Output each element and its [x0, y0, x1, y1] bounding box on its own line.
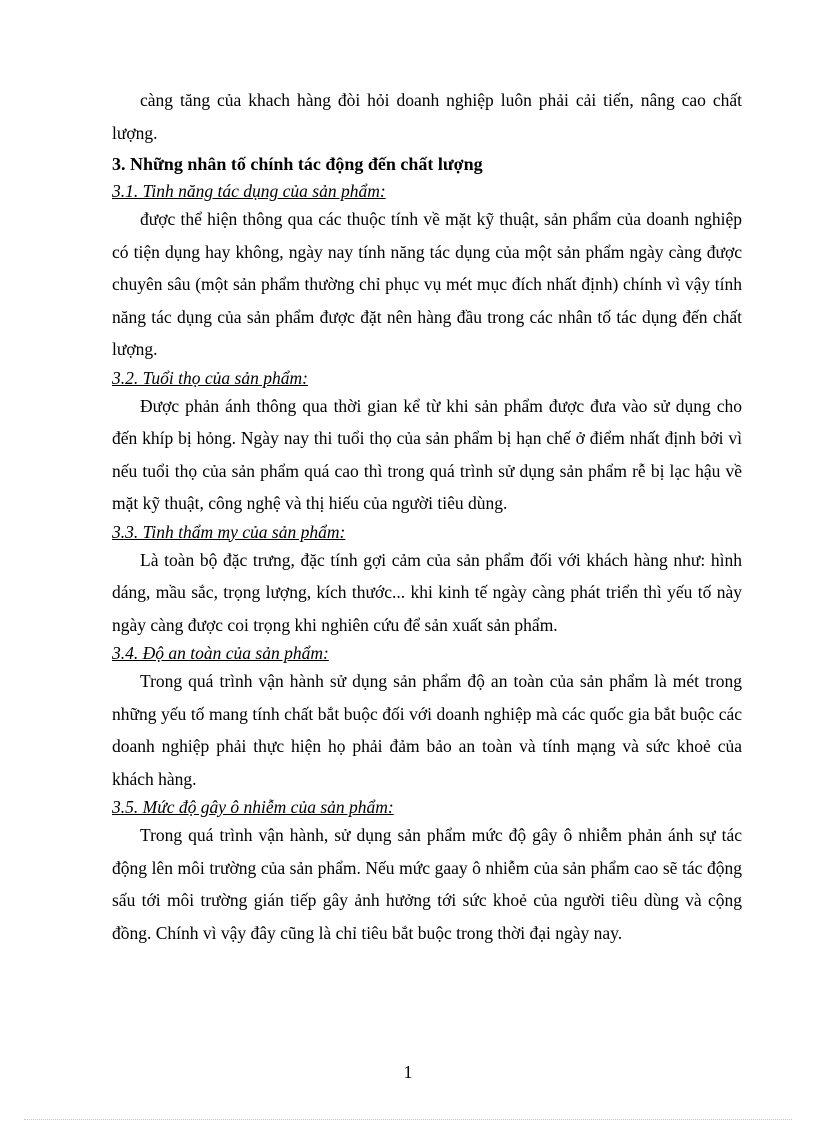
intro-paragraph: càng tăng của khach hàng đòi hỏi doanh nghiệp luôn phải cải tiến, nâng cao chất lượng. [112, 90, 742, 143]
subsection-1 [112, 179, 742, 366]
section-heading: 3. Những nhân tố chính tác động đến chất lượng [112, 154, 483, 174]
subsection-2 [112, 366, 742, 520]
subsection-body: được thể hiện thông qua các thuộc tính về mặt kỹ thuật, sản phẩm của doanh nghiệp có tiện dụng hay không, ngày nay tính năng tác dụng của một sản phẩm ngày càng được chuyên sâu (một sản phẩm thường chỉ phục vụ mét mục đích nhất định) chính vì vậy tính năng tác dụng của sản phẩm được đặt nên hàng đầu trong các nhân tố tác dụng đến chất lượng. [112, 209, 742, 359]
subsection-body: Trong quá trình vận hành sử dụng sản phẩm độ an toàn của sản phẩm là mét trong những yếu tố mang tính chất bắt buộc đối với doanh nghiệp mà các quốc gia bắt buộc các doanh nghiệp phải thực hiện họ phải đảm bảo an toàn và tính mạng và sức khoẻ của khách hàng. [112, 671, 742, 789]
subsection-body: Là toàn bộ đặc trưng, đặc tính gợi cảm của sản phẩm đối với khách hàng như: hình dáng, mầu sắc, trọng lượng, kích thước... khi kinh tế ngày càng phát triển thì yếu tố này ngày càng được coi trọng khi nghiên cứu để sản xuất sản phẩm. [112, 549, 742, 635]
subsection-title: 3.1. Tinh năng tác dụng của sản phẩm: [112, 181, 386, 201]
subsection-3 [112, 520, 742, 642]
subsection-title: 3.2. Tuổi thọ của sản phẩm: [112, 367, 308, 388]
subsection-5 [112, 795, 742, 949]
subsection-body: Trong quá trình vận hành, sử dụng sản phẩm mức độ gây ô nhiễm phản ánh sự tác động lên môi trường của sản phẩm. Nếu mức gaay ô nhiễm của sản phẩm cao sẽ tác động sấu tới môi trường gián tiếp gây ảnh hưởng tới sức khoẻ của người tiêu dùng và cộng đồng. Chính vì vậy đây cũng là chỉ tiêu bắt buộc trong thời đại ngày nay. [112, 825, 742, 943]
subsection-title: 3.3. Tinh thẩm my của sản phẩm: [112, 521, 346, 542]
page-number: 1 [403, 1062, 413, 1082]
subsection-title: 3.5. Mức độ gây ô nhiễm của sản phẩm: [112, 797, 394, 817]
subsection-4 [112, 641, 742, 795]
subsection-body: Được phản ánh thông qua thời gian kể từ khi sản phẩm được đưa vào sử dụng cho đến khíp bị hỏng. Ngày nay thi tuổi thọ của sản phẩm bị hạn chế ở điểm nhất định bởi vì nếu tuổi thọ của sản phẩm quá cao thì trong quá trình sử dụng sản phẩm rễ bị lạc hậu về mặt kỹ thuật, công nghệ và thị hiếu của người tiêu dùng. [112, 395, 742, 513]
document-page [112, 84, 742, 949]
page-bottom-divider [24, 1119, 792, 1120]
subsection-title: 3.4. Độ an toàn của sản phẩm: [112, 643, 329, 663]
